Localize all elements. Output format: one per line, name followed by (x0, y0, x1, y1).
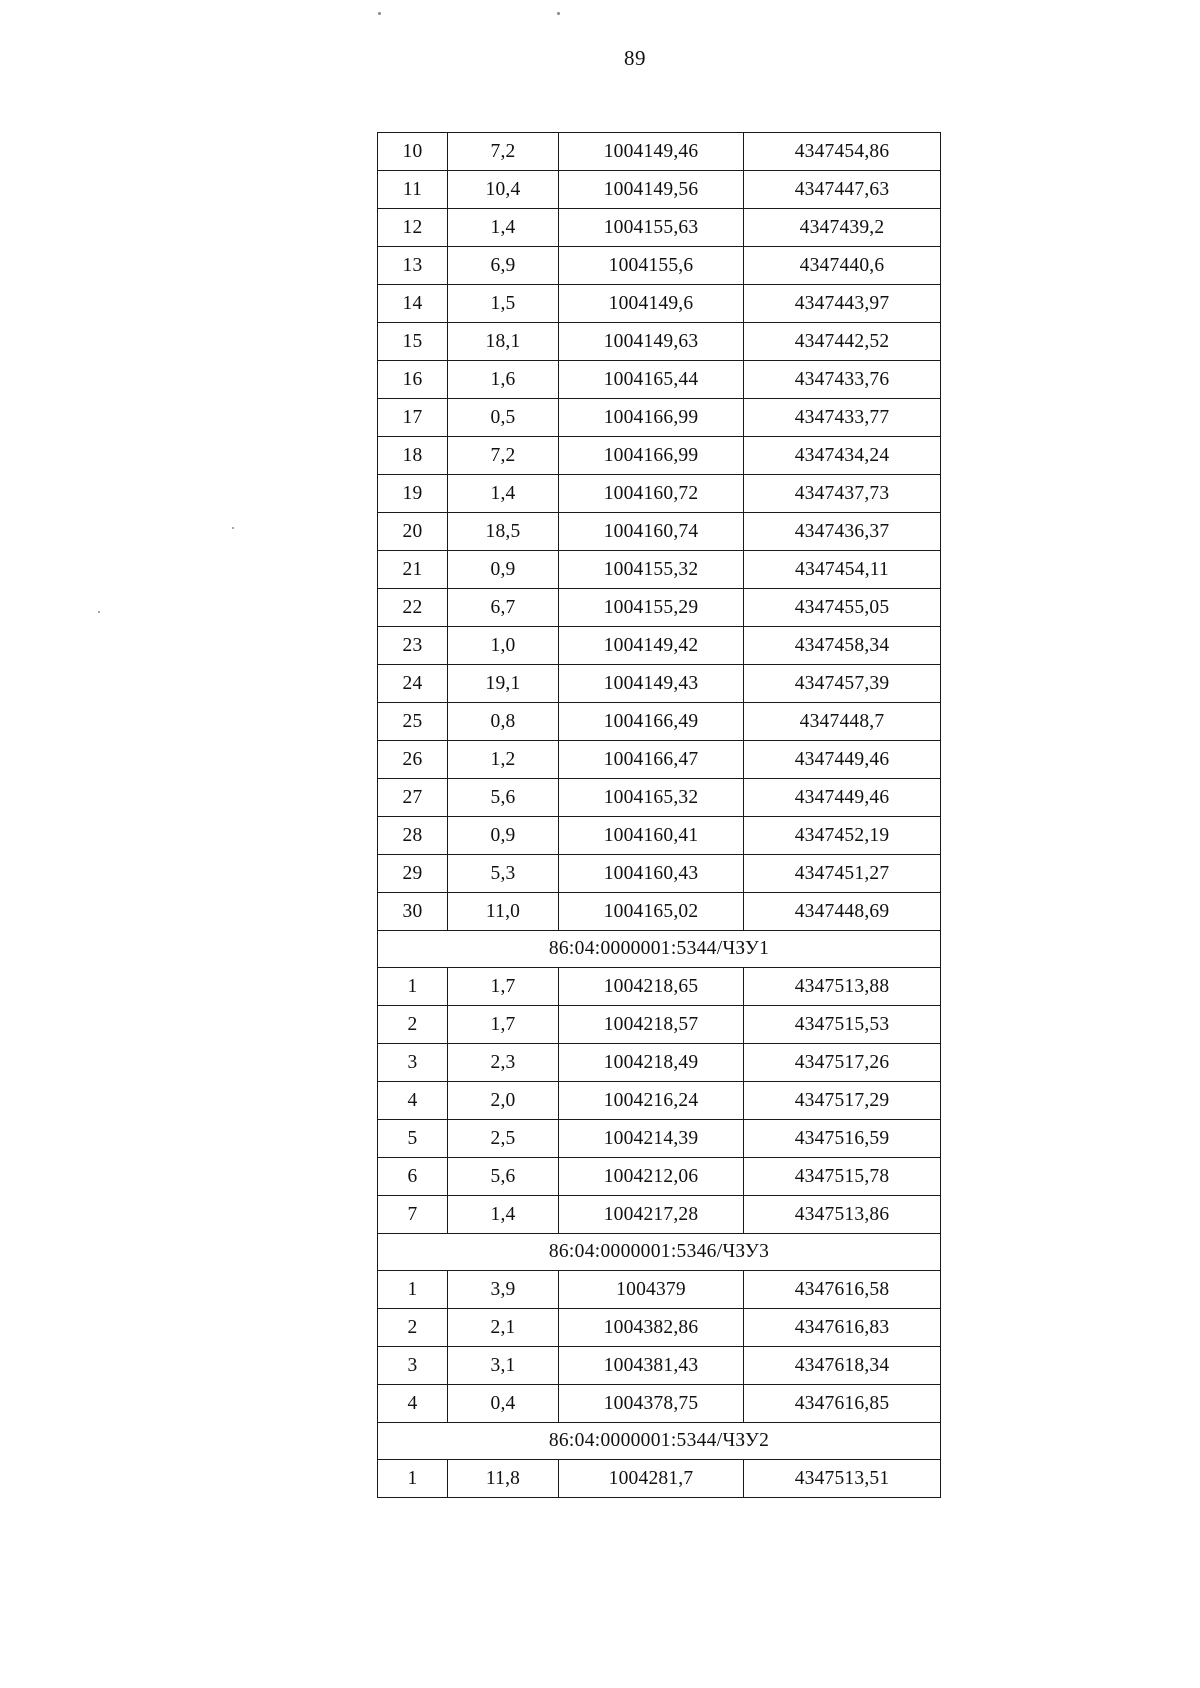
x-coordinate-cell: 1004378,75 (559, 1385, 744, 1423)
section-title: 86:04:0000001:5344/ЧЗУ2 (378, 1423, 941, 1460)
length-cell: 1,2 (448, 741, 559, 779)
x-coordinate-cell: 1004155,63 (559, 209, 744, 247)
table-row (378, 1347, 941, 1385)
point-number-cell: 3 (378, 1347, 448, 1385)
y-coordinate-cell: 4347515,78 (744, 1158, 941, 1196)
table-row (378, 1309, 941, 1347)
point-number-cell: 23 (378, 627, 448, 665)
x-coordinate-cell: 1004166,49 (559, 703, 744, 741)
point-number-cell: 22 (378, 589, 448, 627)
point-number-cell: 16 (378, 361, 448, 399)
length-cell: 5,3 (448, 855, 559, 893)
point-number-cell: 4 (378, 1385, 448, 1423)
table-row (378, 665, 941, 703)
y-coordinate-cell: 4347618,34 (744, 1347, 941, 1385)
x-coordinate-cell: 1004149,6 (559, 285, 744, 323)
x-coordinate-cell: 1004160,74 (559, 513, 744, 551)
length-cell: 0,9 (448, 817, 559, 855)
point-number-cell: 21 (378, 551, 448, 589)
scan-speck (98, 611, 100, 613)
length-cell: 5,6 (448, 1158, 559, 1196)
length-cell: 1,5 (448, 285, 559, 323)
x-coordinate-cell: 1004217,28 (559, 1196, 744, 1234)
length-cell: 1,4 (448, 1196, 559, 1234)
table-row (378, 1271, 941, 1309)
section-header-row (378, 1423, 941, 1460)
x-coordinate-cell: 1004160,43 (559, 855, 744, 893)
point-number-cell: 3 (378, 1044, 448, 1082)
point-number-cell: 10 (378, 133, 448, 171)
length-cell: 2,0 (448, 1082, 559, 1120)
length-cell: 1,6 (448, 361, 559, 399)
point-number-cell: 4 (378, 1082, 448, 1120)
x-coordinate-cell: 1004166,99 (559, 437, 744, 475)
y-coordinate-cell: 4347517,26 (744, 1044, 941, 1082)
x-coordinate-cell: 1004218,57 (559, 1006, 744, 1044)
y-coordinate-cell: 4347455,05 (744, 589, 941, 627)
length-cell: 7,2 (448, 133, 559, 171)
point-number-cell: 24 (378, 665, 448, 703)
x-coordinate-cell: 1004166,99 (559, 399, 744, 437)
y-coordinate-cell: 4347513,86 (744, 1196, 941, 1234)
point-number-cell: 25 (378, 703, 448, 741)
length-cell: 2,3 (448, 1044, 559, 1082)
point-number-cell: 13 (378, 247, 448, 285)
table-row (378, 1082, 941, 1120)
y-coordinate-cell: 4347458,34 (744, 627, 941, 665)
y-coordinate-cell: 4347448,69 (744, 893, 941, 931)
y-coordinate-cell: 4347442,52 (744, 323, 941, 361)
table-row (378, 855, 941, 893)
x-coordinate-cell: 1004216,24 (559, 1082, 744, 1120)
x-coordinate-cell: 1004165,44 (559, 361, 744, 399)
y-coordinate-cell: 4347454,11 (744, 551, 941, 589)
table-row (378, 703, 941, 741)
table-row (378, 1006, 941, 1044)
length-cell: 10,4 (448, 171, 559, 209)
table-row (378, 589, 941, 627)
length-cell: 3,1 (448, 1347, 559, 1385)
length-cell: 0,9 (448, 551, 559, 589)
y-coordinate-cell: 4347443,97 (744, 285, 941, 323)
section-title: 86:04:0000001:5346/ЧЗУ3 (378, 1234, 941, 1271)
length-cell: 5,6 (448, 779, 559, 817)
length-cell: 11,8 (448, 1460, 559, 1498)
x-coordinate-cell: 1004155,32 (559, 551, 744, 589)
x-coordinate-cell: 1004149,63 (559, 323, 744, 361)
table-row (378, 399, 941, 437)
table-row (378, 893, 941, 931)
table-row (378, 133, 941, 171)
table-row (378, 475, 941, 513)
x-coordinate-cell: 1004160,72 (559, 475, 744, 513)
x-coordinate-cell: 1004379 (559, 1271, 744, 1309)
point-number-cell: 11 (378, 171, 448, 209)
point-number-cell: 19 (378, 475, 448, 513)
y-coordinate-cell: 4347451,27 (744, 855, 941, 893)
y-coordinate-cell: 4347433,76 (744, 361, 941, 399)
table-row (378, 209, 941, 247)
point-number-cell: 5 (378, 1120, 448, 1158)
y-coordinate-cell: 4347517,29 (744, 1082, 941, 1120)
section-header-row (378, 931, 941, 968)
coordinates-table-body (378, 133, 941, 1498)
x-coordinate-cell: 1004155,6 (559, 247, 744, 285)
length-cell: 11,0 (448, 893, 559, 931)
point-number-cell: 2 (378, 1309, 448, 1347)
y-coordinate-cell: 4347516,59 (744, 1120, 941, 1158)
table-row (378, 285, 941, 323)
x-coordinate-cell: 1004382,86 (559, 1309, 744, 1347)
point-number-cell: 12 (378, 209, 448, 247)
scan-speck (378, 12, 381, 15)
table-row (378, 817, 941, 855)
y-coordinate-cell: 4347454,86 (744, 133, 941, 171)
x-coordinate-cell: 1004149,43 (559, 665, 744, 703)
x-coordinate-cell: 1004212,06 (559, 1158, 744, 1196)
length-cell: 0,4 (448, 1385, 559, 1423)
x-coordinate-cell: 1004165,02 (559, 893, 744, 931)
x-coordinate-cell: 1004160,41 (559, 817, 744, 855)
x-coordinate-cell: 1004281,7 (559, 1460, 744, 1498)
point-number-cell: 1 (378, 1460, 448, 1498)
y-coordinate-cell: 4347616,58 (744, 1271, 941, 1309)
x-coordinate-cell: 1004166,47 (559, 741, 744, 779)
y-coordinate-cell: 4347449,46 (744, 741, 941, 779)
length-cell: 18,1 (448, 323, 559, 361)
point-number-cell: 1 (378, 1271, 448, 1309)
point-number-cell: 28 (378, 817, 448, 855)
x-coordinate-cell: 1004149,42 (559, 627, 744, 665)
table-row (378, 171, 941, 209)
table-row (378, 1196, 941, 1234)
table-row (378, 361, 941, 399)
x-coordinate-cell: 1004218,49 (559, 1044, 744, 1082)
length-cell: 6,9 (448, 247, 559, 285)
x-coordinate-cell: 1004214,39 (559, 1120, 744, 1158)
scan-speck (232, 527, 234, 529)
y-coordinate-cell: 4347513,51 (744, 1460, 941, 1498)
length-cell: 18,5 (448, 513, 559, 551)
length-cell: 1,4 (448, 475, 559, 513)
page-number: 89 (624, 46, 646, 70)
y-coordinate-cell: 4347436,37 (744, 513, 941, 551)
y-coordinate-cell: 4347513,88 (744, 968, 941, 1006)
y-coordinate-cell: 4347452,19 (744, 817, 941, 855)
point-number-cell: 20 (378, 513, 448, 551)
y-coordinate-cell: 4347616,85 (744, 1385, 941, 1423)
length-cell: 19,1 (448, 665, 559, 703)
section-title: 86:04:0000001:5344/ЧЗУ1 (378, 931, 941, 968)
length-cell: 0,5 (448, 399, 559, 437)
point-number-cell: 26 (378, 741, 448, 779)
table-row (378, 1385, 941, 1423)
length-cell: 1,4 (448, 209, 559, 247)
x-coordinate-cell: 1004155,29 (559, 589, 744, 627)
y-coordinate-cell: 4347437,73 (744, 475, 941, 513)
point-number-cell: 6 (378, 1158, 448, 1196)
x-coordinate-cell: 1004218,65 (559, 968, 744, 1006)
length-cell: 1,0 (448, 627, 559, 665)
point-number-cell: 27 (378, 779, 448, 817)
x-coordinate-cell: 1004381,43 (559, 1347, 744, 1385)
y-coordinate-cell: 4347449,46 (744, 779, 941, 817)
table-row (378, 513, 941, 551)
point-number-cell: 18 (378, 437, 448, 475)
point-number-cell: 30 (378, 893, 448, 931)
table-row (378, 247, 941, 285)
y-coordinate-cell: 4347448,7 (744, 703, 941, 741)
length-cell: 7,2 (448, 437, 559, 475)
point-number-cell: 17 (378, 399, 448, 437)
table-row (378, 741, 941, 779)
y-coordinate-cell: 4347440,6 (744, 247, 941, 285)
y-coordinate-cell: 4347616,83 (744, 1309, 941, 1347)
table-row (378, 323, 941, 361)
table-row (378, 437, 941, 475)
y-coordinate-cell: 4347515,53 (744, 1006, 941, 1044)
length-cell: 6,7 (448, 589, 559, 627)
table-row (378, 1044, 941, 1082)
table-row (378, 551, 941, 589)
y-coordinate-cell: 4347433,77 (744, 399, 941, 437)
coordinates-table (377, 132, 941, 1498)
x-coordinate-cell: 1004149,46 (559, 133, 744, 171)
table-row (378, 1158, 941, 1196)
y-coordinate-cell: 4347457,39 (744, 665, 941, 703)
point-number-cell: 15 (378, 323, 448, 361)
table-row (378, 1460, 941, 1498)
length-cell: 3,9 (448, 1271, 559, 1309)
scan-speck (557, 12, 560, 15)
point-number-cell: 7 (378, 1196, 448, 1234)
table-row (378, 1120, 941, 1158)
point-number-cell: 2 (378, 1006, 448, 1044)
length-cell: 1,7 (448, 968, 559, 1006)
y-coordinate-cell: 4347434,24 (744, 437, 941, 475)
point-number-cell: 29 (378, 855, 448, 893)
length-cell: 0,8 (448, 703, 559, 741)
section-header-row (378, 1234, 941, 1271)
y-coordinate-cell: 4347439,2 (744, 209, 941, 247)
table-row (378, 779, 941, 817)
length-cell: 2,5 (448, 1120, 559, 1158)
point-number-cell: 14 (378, 285, 448, 323)
point-number-cell: 1 (378, 968, 448, 1006)
x-coordinate-cell: 1004149,56 (559, 171, 744, 209)
x-coordinate-cell: 1004165,32 (559, 779, 744, 817)
table-row (378, 627, 941, 665)
length-cell: 1,7 (448, 1006, 559, 1044)
table-row (378, 968, 941, 1006)
y-coordinate-cell: 4347447,63 (744, 171, 941, 209)
length-cell: 2,1 (448, 1309, 559, 1347)
